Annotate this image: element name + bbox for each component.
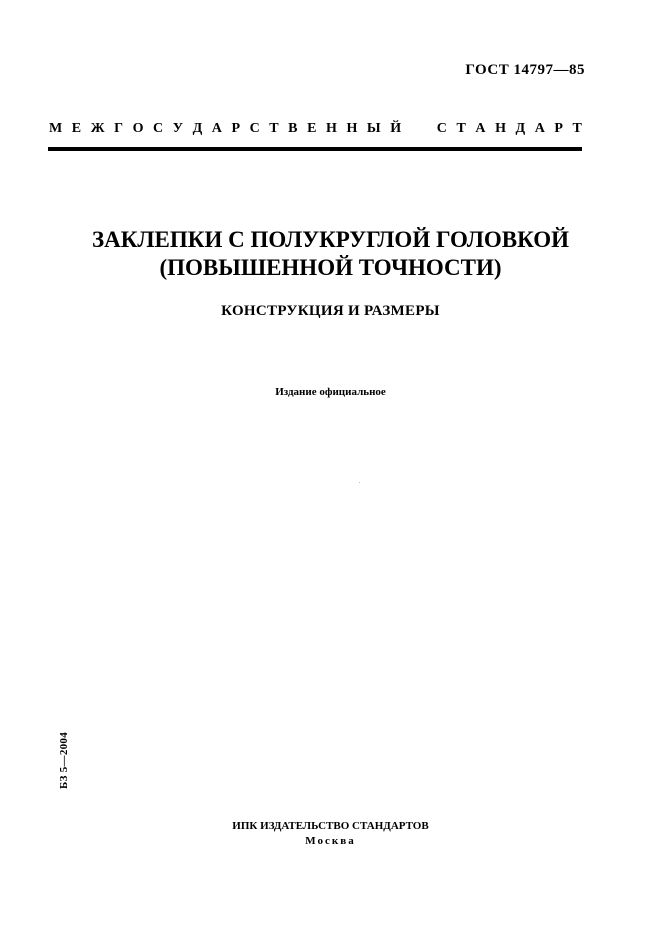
document-title: [40, 226, 621, 282]
document-subtitle: КОНСТРУКЦИЯ И РАЗМЕРЫ: [221, 303, 440, 319]
header-divider: [48, 147, 582, 151]
edition-note: Издание официальное: [275, 386, 386, 398]
standard-number: ГОСТ 14797—85: [465, 62, 585, 78]
title-line-2: (ПОВЫШЕННОЙ ТОЧНОСТИ): [159, 255, 502, 280]
side-catalog-note: БЗ 5—2004: [58, 731, 70, 789]
publisher-name: ИПК ИЗДАТЕЛЬСТВО СТАНДАРТОВ: [232, 820, 429, 832]
publisher-block: [40, 819, 621, 849]
standard-type-heading: М Е Ж Г О С У Д А Р С Т В Е Н Н Ы Й С Т А Н Д А Р Т: [49, 121, 582, 136]
publisher-city: Москва: [305, 835, 356, 847]
scan-speck: [359, 482, 360, 483]
title-line-1: ЗАКЛЕПКИ С ПОЛУКРУГЛОЙ ГОЛОВКОЙ: [91, 227, 570, 252]
